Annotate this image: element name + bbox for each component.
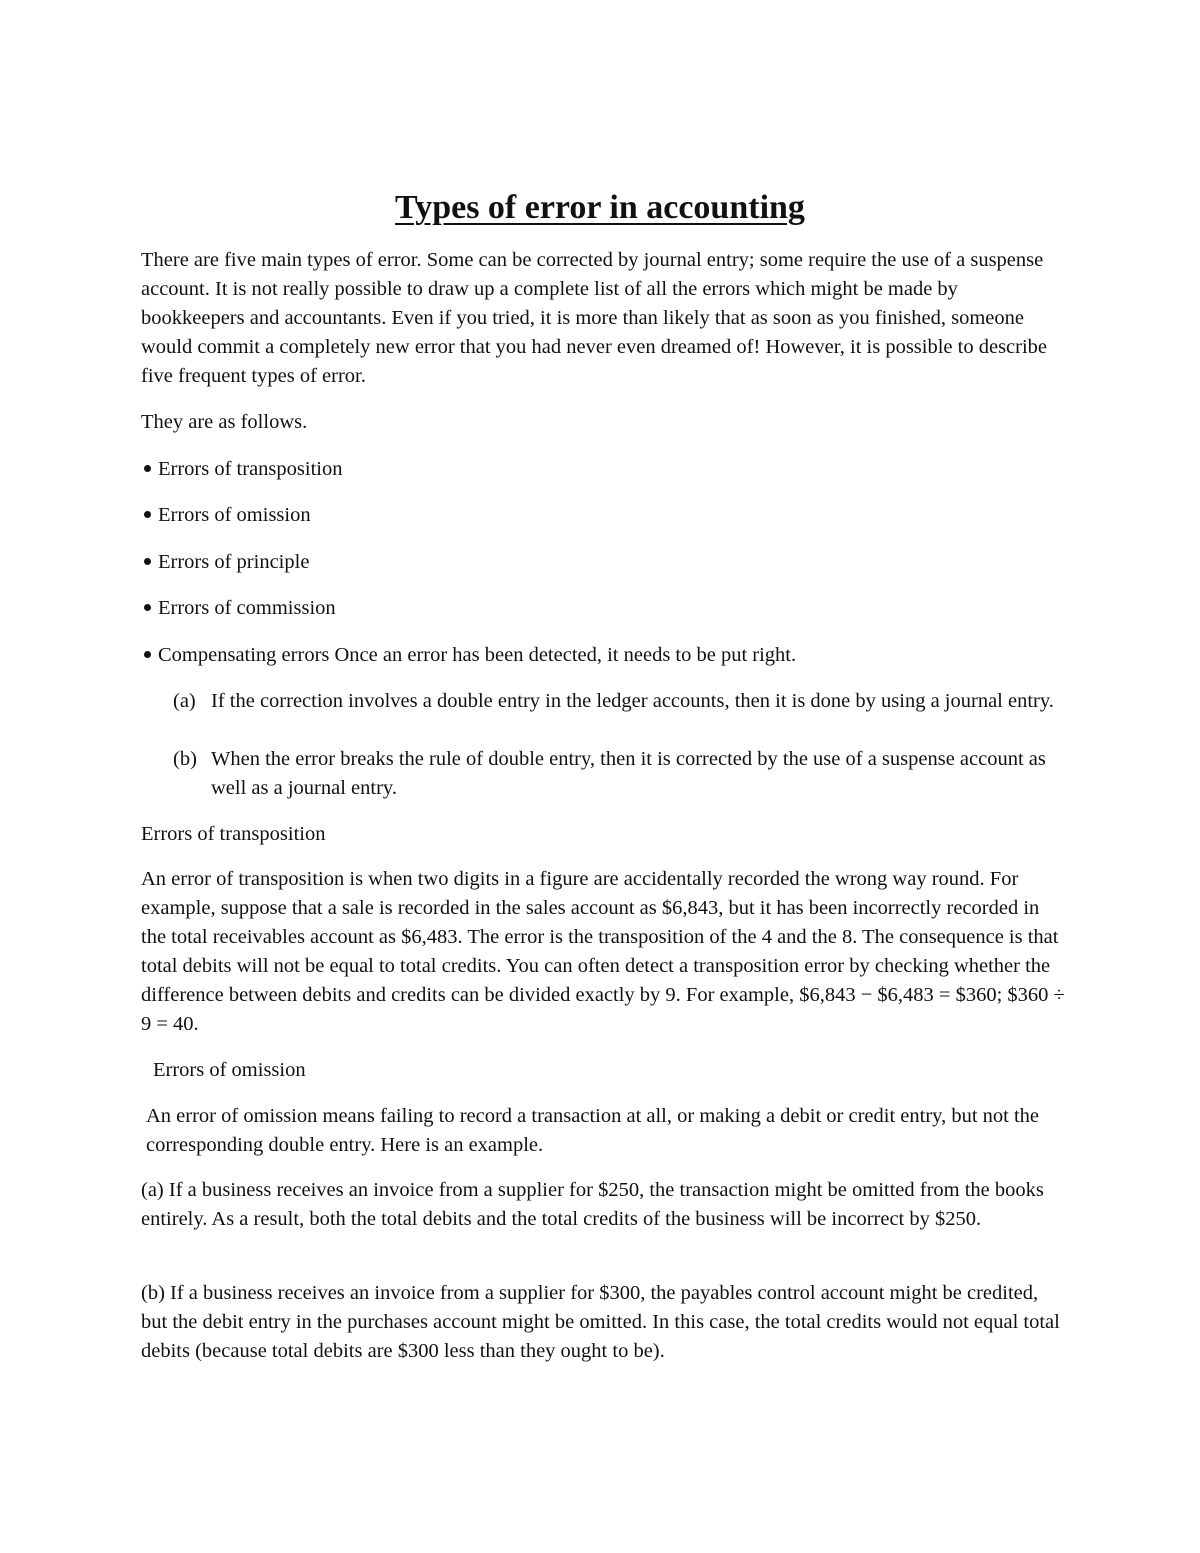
bullet-label: Errors of transposition [158, 458, 343, 480]
transposition-heading [141, 820, 1066, 849]
omission-example-a-text: (a) If a business receives an invoice from a supplier for $250, the transaction might be omitted from the books entirely. As a result, both the total debits and the total credits of the business will be incorrect by $250. [141, 1179, 1044, 1230]
correction-mark: (b) [173, 748, 197, 770]
bullet-icon [144, 651, 151, 658]
bullet-icon [144, 511, 151, 518]
document-title: Types of error in accounting [395, 189, 805, 226]
bullet-item [144, 641, 1044, 670]
omission-heading [153, 1056, 1078, 1085]
correction-text: If the correction involves a double entry in the ledger accounts, then it is done by using a journal entry. [211, 690, 1054, 712]
correction-text: When the error breaks the rule of double entry, then it is corrected by the use of a suspense account as well as a journal entry. [211, 748, 1046, 799]
bullet-label: Compensating errors Once an error has been detected, it needs to be put right. [158, 644, 797, 666]
bullet-icon [144, 465, 151, 472]
follows-text: They are as follows. [141, 411, 308, 433]
bullet-icon [144, 604, 151, 611]
omission-heading-text: Errors of omission [153, 1059, 306, 1081]
follows-paragraph [141, 408, 1066, 437]
bullet-label: Errors of commission [158, 597, 336, 619]
bullet-label: Errors of principle [158, 551, 310, 573]
bullet-label: Errors of omission [158, 504, 311, 526]
omission-example-b-text: (b) If a business receives an invoice from a supplier for $300, the payables control account might be credited, but the debit entry in the purchases account might be omitted. In this case, the total credits would not equal total debits (because total debits are $300 less than they ought to be). [141, 1282, 1060, 1362]
bullet-icon [144, 558, 151, 565]
correction-item [173, 745, 1063, 803]
omission-paragraph [146, 1102, 1071, 1160]
correction-item [173, 687, 1063, 716]
bullet-item [144, 548, 1044, 577]
transposition-body: An error of transposition is when two digits in a figure are accidentally recorded the wrong way round. For example, suppose that a sale is recorded in the sales account as $6,843, but it has been incorrectly recorded in the total receivables account as $6,483. The error is the transposition of the 4 and the 8. The consequence is that total debits will not be equal to total credits. You can often detect a transposition error by checking whether the difference between debits and credits can be divided exactly by 9. For example, $6,843 − $6,483 = $360; $360 ÷ 9 = 40. [141, 868, 1065, 1035]
correction-mark: (a) [173, 690, 196, 712]
intro-text: There are five main types of error. Some can be corrected by journal entry; some require the use of a suspense account. It is not really possible to draw up a complete list of all the errors which might be made by bookkeepers and accountants. Even if you tried, it is more than likely that as soon as you finished, someone would commit a completely new error that you had never even dreamed of! However, it is possible to describe five frequent types of error. [141, 249, 1048, 387]
omission-example-b [141, 1279, 1066, 1366]
bullet-item [144, 455, 1044, 484]
bullet-item [144, 594, 1044, 623]
intro-paragraph [141, 246, 1066, 391]
transposition-heading-text: Errors of transposition [141, 823, 326, 845]
omission-body: An error of omission means failing to record a transaction at all, or making a debit or credit entry, but not the corresponding double entry. Here is an example. [146, 1105, 1040, 1156]
omission-example-a [141, 1176, 1066, 1234]
transposition-paragraph [141, 865, 1066, 1039]
bullet-item [144, 501, 1044, 530]
